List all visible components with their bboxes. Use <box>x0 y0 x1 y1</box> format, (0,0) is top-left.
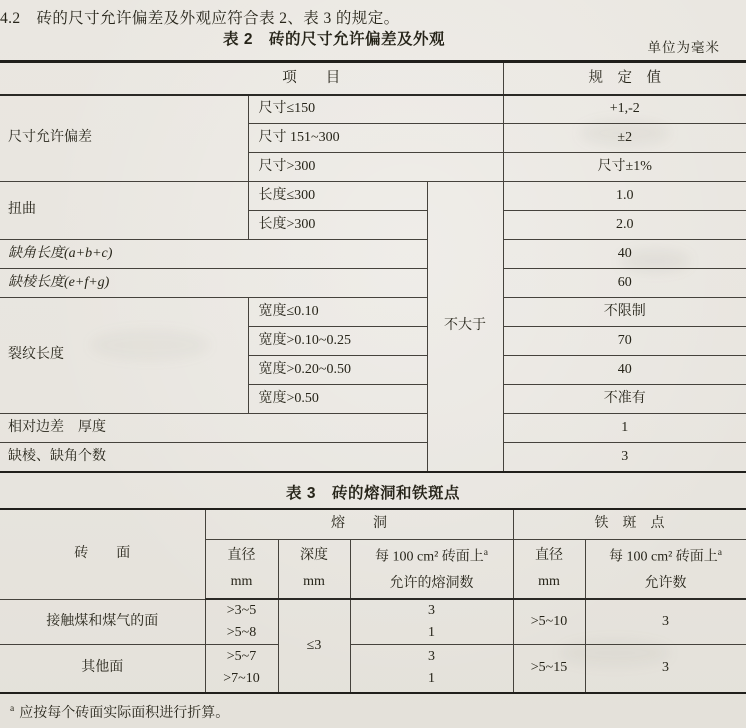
col-line: 每 100 cm² 砖面上 <box>374 550 484 566</box>
table-row <box>0 240 746 269</box>
table2-value: 70 <box>503 327 746 356</box>
table2-label-twist: 扭曲 <box>0 182 248 240</box>
table2-cond: 宽度>0.10~0.25 <box>248 327 427 356</box>
table3-col-melt-diameter <box>205 539 278 599</box>
cell-line: 3 <box>428 603 435 618</box>
table2-value: 不准有 <box>503 385 746 414</box>
table-row <box>0 182 746 211</box>
cell-line: >7~10 <box>223 671 260 687</box>
table2-header-row <box>0 62 746 95</box>
table-footnote <box>10 702 229 722</box>
table3-col-melt-depth <box>278 539 350 599</box>
table2-cond: 尺寸≤150 <box>248 95 503 124</box>
table2-dimension-tolerance <box>0 60 746 473</box>
clause-4-2-text: 4.2 砖的尺寸允许偏差及外观应符合表 2、表 3 的规定。 <box>0 10 400 27</box>
table2-header-item: 项 目 <box>0 62 503 95</box>
table3-header-iron: 铁 斑 点 <box>513 509 746 539</box>
table3-melt-count <box>350 599 513 645</box>
col-line: mm <box>303 573 325 589</box>
cell-line: 3 <box>428 649 435 665</box>
footnote-marker: a <box>10 704 15 715</box>
table2-label-missing-count: 缺棱、缺角个数 <box>0 443 427 472</box>
table2-value: 尺寸±1% <box>503 153 746 182</box>
table3-melt-count <box>350 645 513 693</box>
table2-label-rel-diff: 相对边差 厚度 <box>0 414 427 443</box>
table3-iron-count: 3 <box>585 599 746 645</box>
table3-col-iron-count <box>585 539 746 599</box>
table2-limit-not-greater-than: 不大于 <box>427 182 503 472</box>
table-row <box>0 95 746 124</box>
table-row <box>0 443 746 472</box>
table2-cond: 宽度≤0.10 <box>248 298 427 327</box>
cell-line: 1 <box>428 625 435 640</box>
table2-value: 1 <box>503 414 746 443</box>
table2-cond: 尺寸 151~300 <box>248 124 503 153</box>
table2-caption-row <box>0 27 746 49</box>
table3-melt-diameter <box>205 645 278 693</box>
table2-header-value: 规 定 值 <box>503 62 746 95</box>
table2-cond: 长度>300 <box>248 211 427 240</box>
cell-line: >5~8 <box>226 625 257 640</box>
table3-iron-diameter: >5~10 <box>513 599 585 645</box>
cell-line: 1 <box>428 671 435 687</box>
table3-iron-diameter: >5~15 <box>513 645 585 693</box>
table2-label-crack: 裂纹长度 <box>0 298 248 414</box>
col-line: 深度 <box>300 547 328 563</box>
footnote-text: 应按每个砖面实际面积进行折算。 <box>19 706 230 721</box>
footnote-ref: a <box>717 548 723 559</box>
col-line: 每 100 cm² 砖面上 <box>608 550 718 566</box>
table3-depth-limit: ≤3 <box>278 599 350 693</box>
table2-value: 2.0 <box>503 211 746 240</box>
table3-col-iron-diameter <box>513 539 585 599</box>
table2-value: 60 <box>503 269 746 298</box>
table2-label-corner-length: 缺角长度(a+b+c) <box>0 240 427 269</box>
col-line: 直径 <box>227 547 256 563</box>
table-row <box>0 298 746 327</box>
cell-line: >3~5 <box>226 603 257 618</box>
table-row <box>0 599 746 645</box>
table2-label-edge-length: 缺棱长度(e+f+g) <box>0 269 427 298</box>
table2-caption: 表 2 砖的尺寸允许偏差及外观 <box>223 31 445 48</box>
table3-col-melt-count <box>350 539 513 599</box>
table3-melt-diameter <box>205 599 278 645</box>
table2-value: 40 <box>503 356 746 385</box>
col-line: 允许数 <box>644 576 687 592</box>
table3-face: 其他面 <box>0 645 205 693</box>
table-row <box>0 645 746 693</box>
table2-cond: 宽度>0.20~0.50 <box>248 356 427 385</box>
table3-melt-holes-iron-spots <box>0 508 746 694</box>
table3-iron-count: 3 <box>585 645 746 693</box>
footnote-ref: a <box>483 548 489 559</box>
table3-face: 接触煤和煤气的面 <box>0 599 205 645</box>
col-line: 直径 <box>535 547 563 563</box>
table2-value: ±2 <box>503 124 746 153</box>
table2-value: 不限制 <box>503 298 746 327</box>
table-row <box>0 414 746 443</box>
table2-value: 1.0 <box>503 182 746 211</box>
col-line: 允许的熔洞数 <box>389 576 474 592</box>
table3-header-face: 砖 面 <box>0 509 205 599</box>
table2-unit-note: 单位为毫米 <box>647 40 720 55</box>
table3-header-melt: 熔 洞 <box>205 509 513 539</box>
table2-value: 3 <box>503 443 746 472</box>
table2-cond: 宽度>0.50 <box>248 385 427 414</box>
table-row <box>0 269 746 298</box>
cell-line: >5~7 <box>226 649 257 665</box>
table2-label-size-dev: 尺寸允许偏差 <box>0 95 248 182</box>
table3-header-row-1 <box>0 509 746 539</box>
table2-value: +1,-2 <box>503 95 746 124</box>
table3-caption: 表 3 砖的熔洞和铁斑点 <box>286 485 460 502</box>
col-line: mm <box>230 573 253 589</box>
table2-value: 40 <box>503 240 746 269</box>
table2-cond: 长度≤300 <box>248 182 427 211</box>
table2-cond: 尺寸>300 <box>248 153 503 182</box>
col-line: mm <box>538 573 560 589</box>
